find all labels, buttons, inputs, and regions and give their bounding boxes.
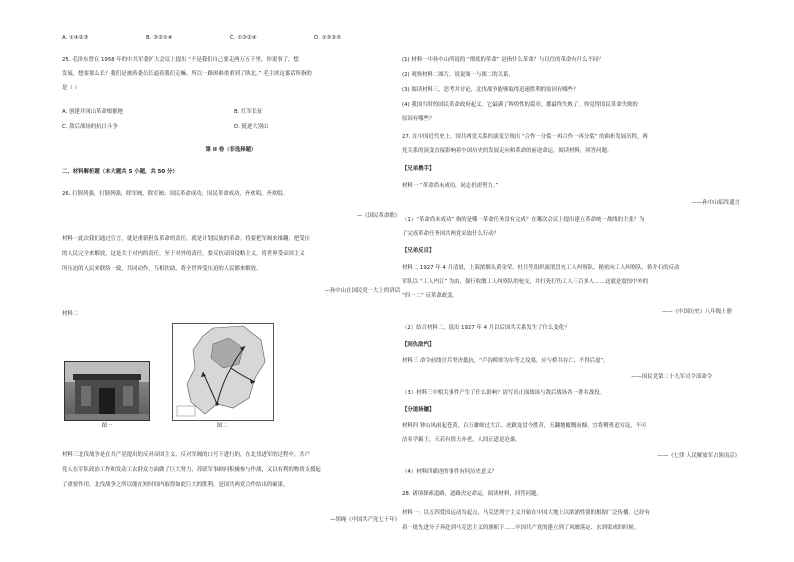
historic-gate-photo [64, 361, 150, 421]
q26-sub-1: (1) 材料一中孙中山所说的 “彻底的革命” 是指什么革命？与以往的革命有什么不同？ [402, 57, 604, 63]
r-q2: （2）结合材料二，说出 1927 年 4 月以后国共关系发生了什么变化？ [402, 325, 570, 331]
q25-option-c: C. 敌后战场的抗日斗争 [62, 124, 118, 130]
q25-option-a: A. 创建井冈山革命根据地 [62, 109, 123, 115]
r-material-1: 材料一 “革命尚未成功，同志仍需努力。” [402, 183, 499, 189]
r-material-3-source: ——国民党第二十九军司令部命令 [631, 374, 712, 380]
heading-brothers-fall-out: 【兄弟反目】 [402, 248, 435, 254]
q24-option-a: A. ①④②③ [62, 35, 89, 41]
q28-intro: 28. 诸项探索道路，道路决定命运。阅读材料，回答问题。 [402, 491, 542, 497]
q26-sub-4-cont: 原因有哪些？ [402, 116, 435, 122]
r-material-2-line-2: 军队以 “工人内讧” 为由，强行收缴工人纠察队的枪支，并打死打伤工人三百多人……这就是震惊中外的 [402, 279, 649, 285]
q24-option-d: D. ①③②⑤ [314, 35, 341, 41]
heading-parting-ways: 【分道扬镳】 [402, 407, 435, 413]
q26-sub-4: (4) 我国当时的国民革命政府起义，它最满了辉煌性的篇章，都最终失败了。你觉得国民革命失败的 [402, 102, 638, 108]
section-2-heading: 二、材料解析题（本大题共 5 小题，共 50 分） [62, 169, 178, 175]
r-q1-line-1: （1）“革命尚未成功” 指的是哪一革命任务没有完成？在哪次会议上提出建立革命统一战线的主张？为 [402, 217, 645, 223]
q26-sub-2: (2) 观察材料二图片，说说图一与图二的关系。 [402, 72, 514, 78]
heading-brothers-hand-in-hand: 【兄弟携手】 [402, 166, 435, 172]
q26-sub-3: (3) 阅读材料三，思考并讨论，北伐战争能够取得迅速胜利的原因有哪些？ [402, 87, 579, 93]
r-material-2-line-1: 材料二 1927 年 4 月清晨，上海浓烟头黄金荣、杜月笙组织流氓冒充工人纠察队，秘密向工人纠察队，蒋介石的反动 [402, 265, 680, 271]
left-column [62, 0, 407, 562]
figure-1-caption: 图一 [101, 423, 113, 429]
material-1-line-1: 材料一此次我们通过宣言，就是重新担负革命的责任，就是计划民族的革命。将要把军阀来推翻，把受压 [62, 236, 310, 242]
route-map-illustration [173, 324, 273, 420]
q24-option-c: C. ①③②④ [230, 35, 257, 41]
r-material-3: 材料三 命令前线官兵坚决抵抗，“卢沟桥即为尔等之坟墓，应与桥共存亡，不得后退”。 [402, 358, 609, 364]
q26-intro: 26. 打倒列强，打倒列强，除军阀，除军阀；国民革命成功，国民革命成功，齐欢唱，齐欢唱。 [62, 191, 288, 197]
material-1-line-2: 的人民完全来解放，这是关于对内的责任。至于对外的责任，要反抗帝国侵略主义，将世界受帝国主义 [62, 251, 305, 257]
r-material-2-source: ——《中国历史》八年级上册 [661, 309, 732, 315]
r-material-1-source: ——孙中山临终遗言 [691, 200, 740, 206]
r-q1-line-2: 了完成革命任务国共两党采取什么行动？ [402, 231, 500, 237]
q28-material-line-2: 着一批先进分子奔赴到马克思主义的旗帜下……中国共产党的建立到了风靡落定、水到渠成的时候。 [402, 525, 640, 531]
figure-2-caption: 图二 [216, 423, 228, 429]
r-q4: （4）材料四描述的事件有何历史意义？ [402, 469, 498, 475]
material-3-line-2: 党人在军队政治工作和发动工农群众方面做了巨大努力，苏联军事顾问积极参与作战，又以有利的物资支援起 [62, 467, 321, 473]
northern-expedition-map [172, 323, 274, 421]
r-material-2-line-3: “四一二” 反革命政变。 [402, 293, 458, 299]
material-3-line-3: 了重要作用。北伐战争之所以能在短时间内取得如此巨大的胜利，是国共两党合作结出的硕果。 [62, 482, 289, 488]
right-column [402, 0, 742, 562]
q24-option-b: B. ③②①④ [146, 35, 173, 41]
material-3-source: —胡绳《中国共产党七十年》 [329, 517, 400, 523]
q26-source: —《国民革命歌》 [356, 213, 400, 219]
poem-line-1: 材料四 钟山风雨起苍黄，百万雄师过大江。虎踞龙盘今胜昔，天翻地覆慨而慷。宜将剩勇追穷寇，不可 [402, 423, 647, 429]
gate-building-illustration [65, 362, 149, 420]
r-q3: （3）材料三中相关事件产生了什么影响？请写出正面战场与敌后战场各一著名战役。 [402, 390, 605, 396]
q25-line-3: 是（ ） [62, 85, 80, 91]
material-1-line-3: 所压迫的人民来联络一致，共同动作，互相扶助，将全世界受压迫的人民都来解放。 [62, 266, 262, 272]
section-title: 第 II 卷（非选择题） [205, 147, 257, 153]
q25-option-d: D. 挺进大别山 [234, 124, 269, 130]
material-3-line-1: 材料三北伐战争是在共产党提出的反对帝国主义、反对军阀的口号下进行的，在北伐进军的过程中，共产 [62, 452, 310, 458]
q25-option-b: B. 红军长征 [234, 109, 263, 115]
poem-line-2: 沽名学霸王。天若有情天亦老，人间正道是沧桑。 [402, 437, 521, 443]
poem-source: ——《七律 人民解放军占领南京》 [657, 453, 740, 459]
material-2-label: 材料二 [62, 311, 79, 317]
material-1-source: —孙中山在国民党一大上的讲话 [324, 288, 400, 294]
q25-line-2: 发展，想要那么长？我们是被蒋委员长逼着我们走嘛，所以一路困难重重到了陕北。” 毛主席这番话所指的 [62, 71, 312, 77]
q28-material-line-1: 材料一：以五四爱国运动为起点，马克思列宁主义开始在中国大地上以浓浦性强的根据广泛传播，已经有 [402, 510, 650, 516]
heading-shared-hatred: 【同仇敌忾】 [402, 342, 435, 348]
q27-line-2: 党关系的演变直接影响着中国历史的发展走向和革命的前途命运。阅读材料，回答问题。 [402, 148, 613, 154]
q27-line-1: 27. 在中国近代史上，国共两党关系的演变呈现出 “合作一分裂一再合作一再分裂” 的曲折发展历程，两 [402, 134, 648, 140]
q25-line-1: 25. 毛泽东曾在 1958 年的中共军委扩大会议上提出 “不是我们自己要走两万五千里，你说事了，想 [62, 57, 299, 63]
